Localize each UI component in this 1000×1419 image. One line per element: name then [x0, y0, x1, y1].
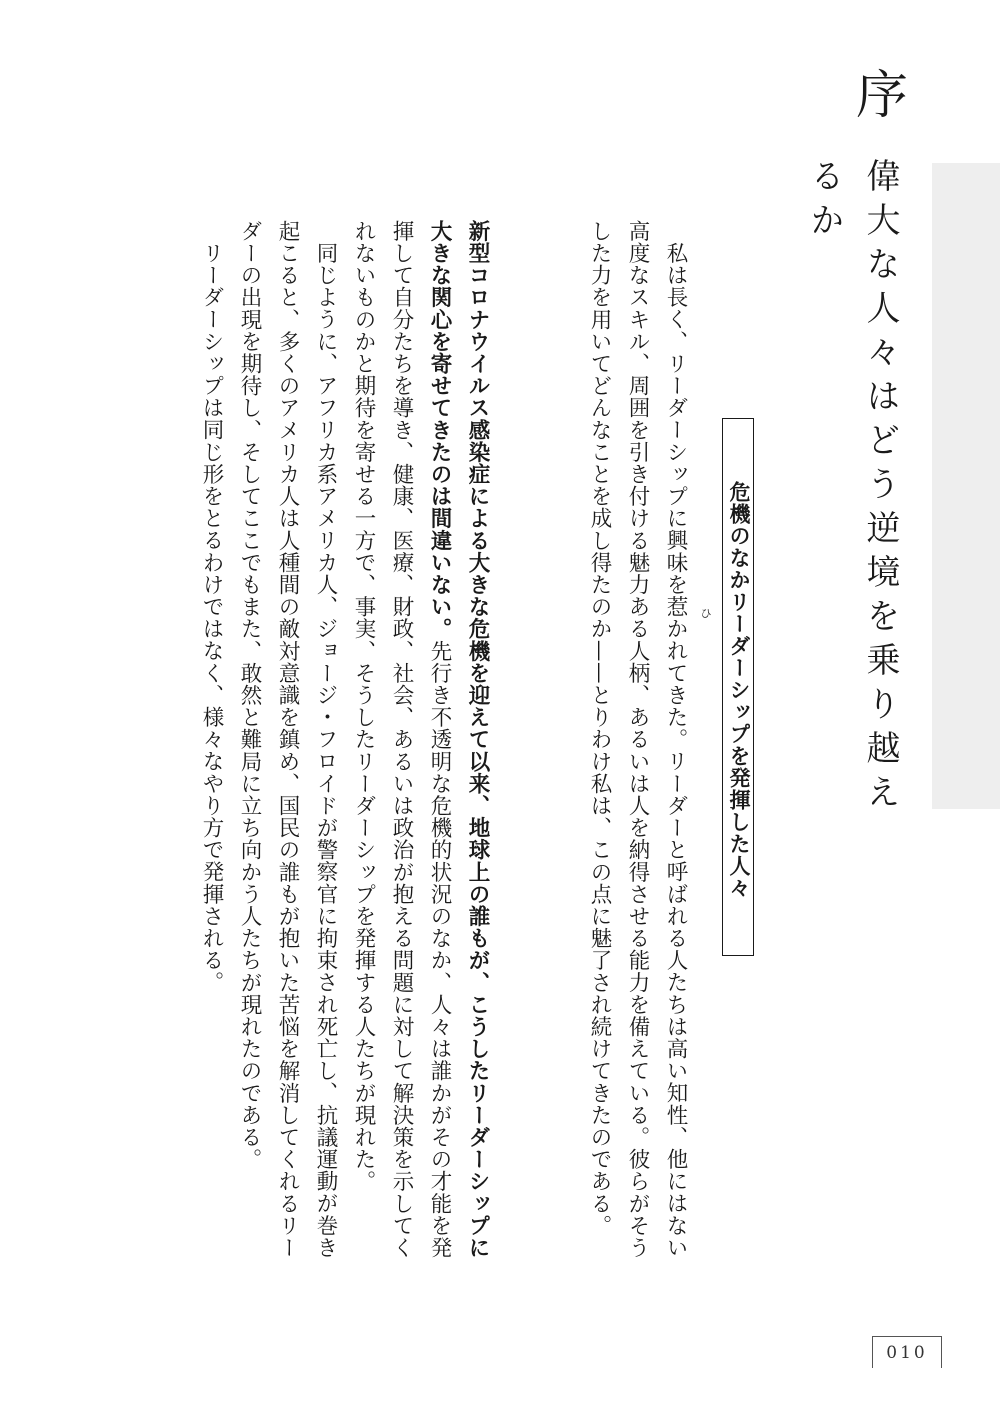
chapter-mark: 序	[855, 66, 908, 126]
paragraph-floyd: 同じように、アフリカ系アメリカ人、ジョージ・フロイドが警察官に拘束され死亡し、抗議運動が巻き起こると、多くのアメリカ人は人種間の敵対意識を鎮め、国民の誰もが抱いた苦悩を解消してくれるリーダーの出現を期待し、そしてここでもまた、敢然と難局に立ち向かう人たちが現れたのである。	[237, 220, 338, 1259]
chapter-side-band	[932, 163, 1000, 809]
paragraph-intro: 私は長く、リーダーシップに興味を惹かれてきた。リーダーと呼ばれる人たちは高い知性、他にはない高度なスキル、周囲を引き付ける魅力ある人柄、あるいは人を納得させる能力を備えている。彼らがそうした力を用いてどんなことを成し得たのか——とりわけ私は、この点に魅了され続けてきたのである。	[587, 220, 688, 1259]
body-column-lower	[166, 220, 496, 1260]
body-column-upper	[540, 220, 694, 1260]
paragraph-covid	[344, 220, 496, 1260]
paragraph-leadership-forms: リーダーシップは同じ形をとるわけではなく、様々なやり方で発揮される。	[199, 241, 224, 993]
ruby-annotation: ひ	[700, 607, 712, 620]
section-heading: 危機のなかリーダーシップを発揮した人々	[722, 418, 754, 956]
paragraph-covid-rest: 先行き不透明な危機的状況のなか、人々は誰かがその才能を発揮して自分たちを導き、健康、医療、財政、社会、あるいは政治が抱える問題に対して解決策を示してくれないものかと期待を寄せる一方で、事実、そうしたリーダーシップを発揮する人たちが現れた。	[351, 220, 452, 1259]
paragraph-covid-bold: 新型コロナウイルス感染症による大きな危機を迎えて以来、地球上の誰もが、こうしたリーダーシップに大きな関心を寄せてきたのは間違いない。	[427, 220, 490, 1259]
chapter-title: 偉大な人々はどう逆境を乗り越えるか	[804, 158, 900, 818]
page-number: 010	[872, 1336, 942, 1368]
